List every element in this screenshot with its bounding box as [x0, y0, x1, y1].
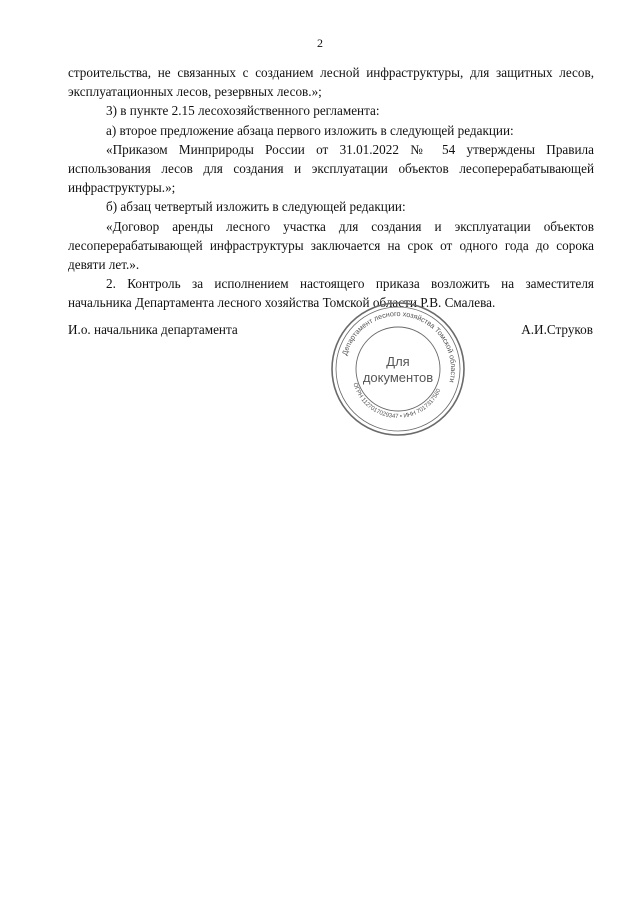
paragraph-item-3: 3) в пункте 2.15 лесохозяйственного регламента: [106, 103, 380, 119]
paragraph-quote-order: «Приказом Минприроды России от 31.01.2022 № 54 утверждены Правила использования лесов для создания и эксплуатации объектов лесоперерабатывающей инфраструктуры.»; [68, 141, 594, 196]
stamp-registration-text: ОГРН 1127017029347 • ИНН 7017317560 [351, 382, 443, 421]
document-body [68, 63, 594, 313]
page-number: 2 [317, 36, 323, 50]
signatory-name: А.И.Струков [521, 322, 593, 337]
paragraph-quote-lease: «Договор аренды лесного участка для создания и эксплуатации объектов лесоперерабатывающей инфраструктуры заключается на срок от одного года до сорока девяти лет.». [68, 218, 594, 273]
svg-text:ОГРН 1127017029347 • ИНН 70173 [351, 382, 442, 420]
stamp-ring-text: Департамент лесного хозяйства Томской области [339, 308, 459, 384]
paragraph-control: 2. Контроль за исполнением настоящего приказа возложить на заместителя начальника Департамента лесного хозяйства Томской области Р.В. Смалева. [68, 276, 594, 311]
paragraph-item-a: а) второе предложение абзаца первого изложить в следующей редакции: [106, 122, 514, 138]
stamp-center-line1: Для [386, 354, 410, 369]
stamp-center-line2: документов [362, 370, 434, 385]
official-stamp [329, 300, 467, 438]
paragraph-item-b: б) абзац четвертый изложить в следующей редакции: [106, 199, 406, 215]
paragraph-continuation: строительства, не связанных с созданием лесной инфраструктуры, для защитных лесов, эксплуатационных лесов, резервных лесов.»; [68, 65, 594, 100]
signatory-title: И.о. начальника департамента [68, 322, 238, 337]
